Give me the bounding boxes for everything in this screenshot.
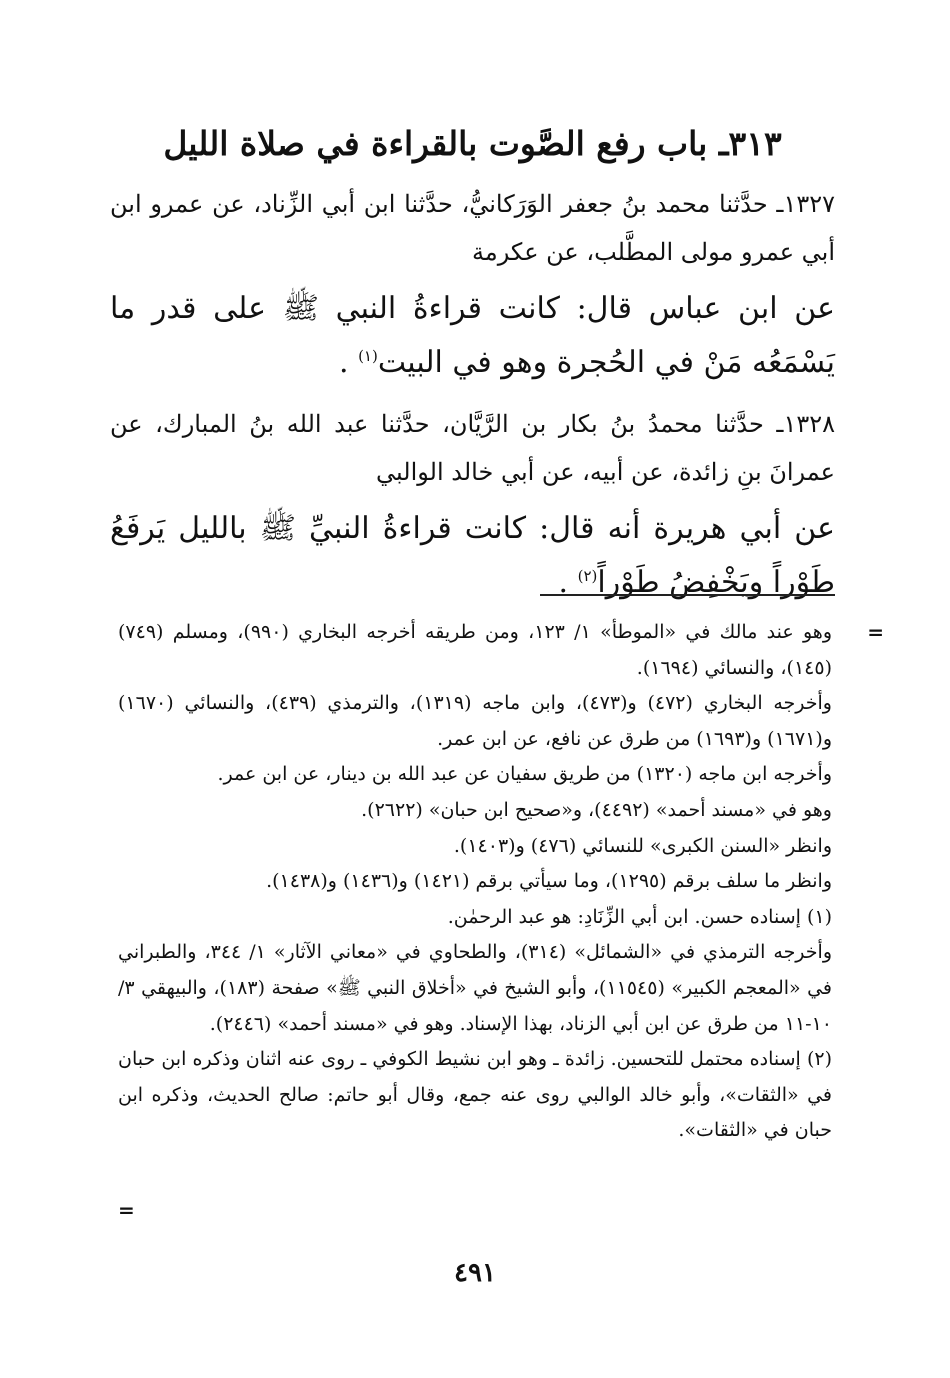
hadith-1328-matn-end: .: [558, 565, 578, 600]
footnote-separator: [540, 594, 835, 596]
page-number: ٤٩١: [454, 1258, 496, 1288]
footnote-marker-1: (١): [358, 347, 378, 365]
footnote-1: (١) إسناده حسن. ابن أبي الزِّنَادِ: هو عبد الرحمٰن.: [447, 905, 832, 928]
hadith-1327-matn: [110, 282, 835, 390]
footnote-line: وانظر «السنن الكبرى» للنسائي (٤٧٦) و(١٤٠٣).: [453, 834, 832, 857]
chapter-heading: ٣١٣ـ باب رفع الصَّوت بالقراءة في صلاة الليل: [163, 124, 782, 163]
footnote-line: وأخرجه البخاري (٤٧٢) و(٤٧٣)، وابن ماجه (١٣١٩)، والترمذي (٤٣٩)، والنسائي (١٦٧٠) و(١٦٧١) و(١٦٩٣) من طرق عن نافع، عن ابن عمر.: [118, 692, 832, 750]
footnote-2: (٢) إسناده محتمل للتحسين. زائدة ـ وهو ابن نشيط الكوفي ـ روى عنه اثنان وذكره ابن حبان في «الثقات»، وأبو خالد الوالبي روى عنه جمع، وقال أبو حاتم: صالح الحديث، وذكره ابن حبان في «الثقات».: [118, 1048, 832, 1142]
footnote-text: وهو عند مالك في «الموطأ» ١/ ١٢٣، ومن طريقه أخرجه البخاري (٩٩٠)، ومسلم (٧٤٩) (١٤٥)، والنسائي (١٦٩٤).: [118, 621, 832, 679]
footnote-line: وأخرجه ابن ماجه (١٣٢٠) من طريق سفيان عن عبد الله بن دينار، عن ابن عمر.: [217, 763, 832, 786]
hadith-1327-matn-text: عن ابن عباس قال: كانت قراءةُ النبي ﷺ على قدر ما يَسْمَعُه مَنْ في الحُجرة وهو في البيت: [110, 291, 835, 380]
main-text: [110, 118, 835, 620]
hadith-1327-matn-end: .: [338, 345, 359, 380]
footnotes: [118, 615, 884, 1149]
hadith-1328-isnad: ١٣٢٨ـ حدَّثنا محمدُ بنُ بكار بن الرَّيَّان، حدَّثنا عبد الله بنُ المبارك، عن عمرانَ بنِ زائدة، عن أبيه، عن أبي خالد الوالبي: [110, 410, 835, 486]
hadith-1327-isnad: ١٣٢٧ـ حدَّثنا محمد بنُ جعفر الوَرَكانيُّ، حدَّثنا ابن أبي الزِّناد، عن عمرو ابن أبي عمرو مولى المطَّلب، عن عكرمة: [110, 190, 835, 266]
continuation-mark-end: =: [118, 1198, 135, 1222]
footnote-1-continued: وأخرجه الترمذي في «الشمائل» (٣١٤)، والطحاوي في «معاني الآثار» ١/ ٣٤٤، والطبراني في «المعجم الكبير» (١١٥٤٥)، وأبو الشيخ في «أخلاق النبي ﷺ» صفحة (١٨٣)، والبيهقي ٣/ ١٠-١١ من طرق عن ابن أبي الزناد، بهذا الإسناد. وهو في «مسند أحمد» (٢٤٤٦).: [118, 941, 833, 1035]
footnote-line: وانظر ما سلف برقم (١٢٩٥)، وما سيأتي برقم (١٤٢١) و(١٤٣٦) و(١٤٣٨).: [266, 870, 832, 893]
footnote-marker-2: (٢): [577, 567, 598, 585]
continuation-mark-start: =: [867, 620, 884, 644]
footnote-line: [118, 615, 884, 686]
footnote-line: وهو في «مسند أحمد» (٤٤٩٢)، و«صحيح ابن حبان» (٢٦٢٢).: [361, 798, 832, 821]
hadith-1328-matn-text: عن أبي هريرة أنه قال: كانت قراءةُ النبيِّ ﷺ بالليل يَرفَعُ طَوْراً ويَخْفِضُ طَوْراً: [110, 511, 835, 600]
